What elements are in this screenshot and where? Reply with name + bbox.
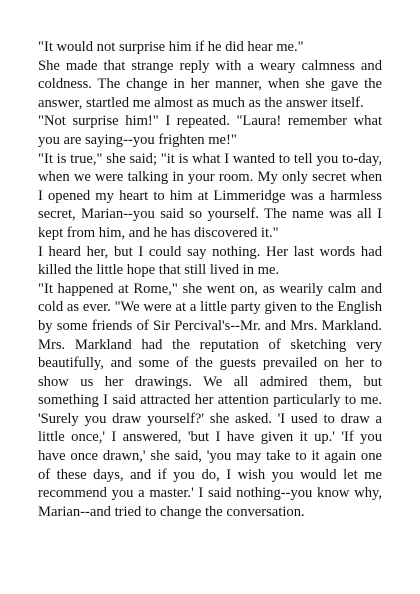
paragraph-4: "It is true," she said; "it is what I wanted to tell you to-day, when we were talking in your room. My only secret when I opened my heart to him at Limmeridge was a harmless secret, Marian--you said so yourself. The name was all I kept from him, and he has discovered it." xyxy=(38,150,382,241)
paragraph-6: "It happened at Rome," she went on, as wearily calm and cold as ever. "We were at a little party given to the English by some friends of Sir Percival's--Mr. and Mrs. Markland. Mrs. Markland had the reputation of sketching very beautifully, and some of the guests prevailed on her to show us her drawings. We all admired them, but something I said attracted her attention particularly to me. 'Surely you draw yourself?' she asked. 'I used to draw a little once,' I answered, 'but I have given it up.' 'If you have once drawn,' she said, 'you may take to it again one of these days, and if you do, I wish you would let me recommend you a master.' I said nothing--you know why, Marian--and tried to change the conversation. xyxy=(38,280,382,520)
book-page xyxy=(38,38,382,521)
paragraph-2: She made that strange reply with a weary calmness and coldness. The change in her manner, when she gave the answer, startled me almost as much as the answer itself. xyxy=(38,57,382,111)
paragraph-5: I heard her, but I could say nothing. Her last words had killed the little hope that still lived in me. xyxy=(38,243,382,279)
paragraph-1: "It would not surprise him if he did hear me." xyxy=(38,39,304,55)
paragraph-3: "Not surprise him!" I repeated. "Laura! remember what you are saying--you frighten me!" xyxy=(38,113,382,148)
